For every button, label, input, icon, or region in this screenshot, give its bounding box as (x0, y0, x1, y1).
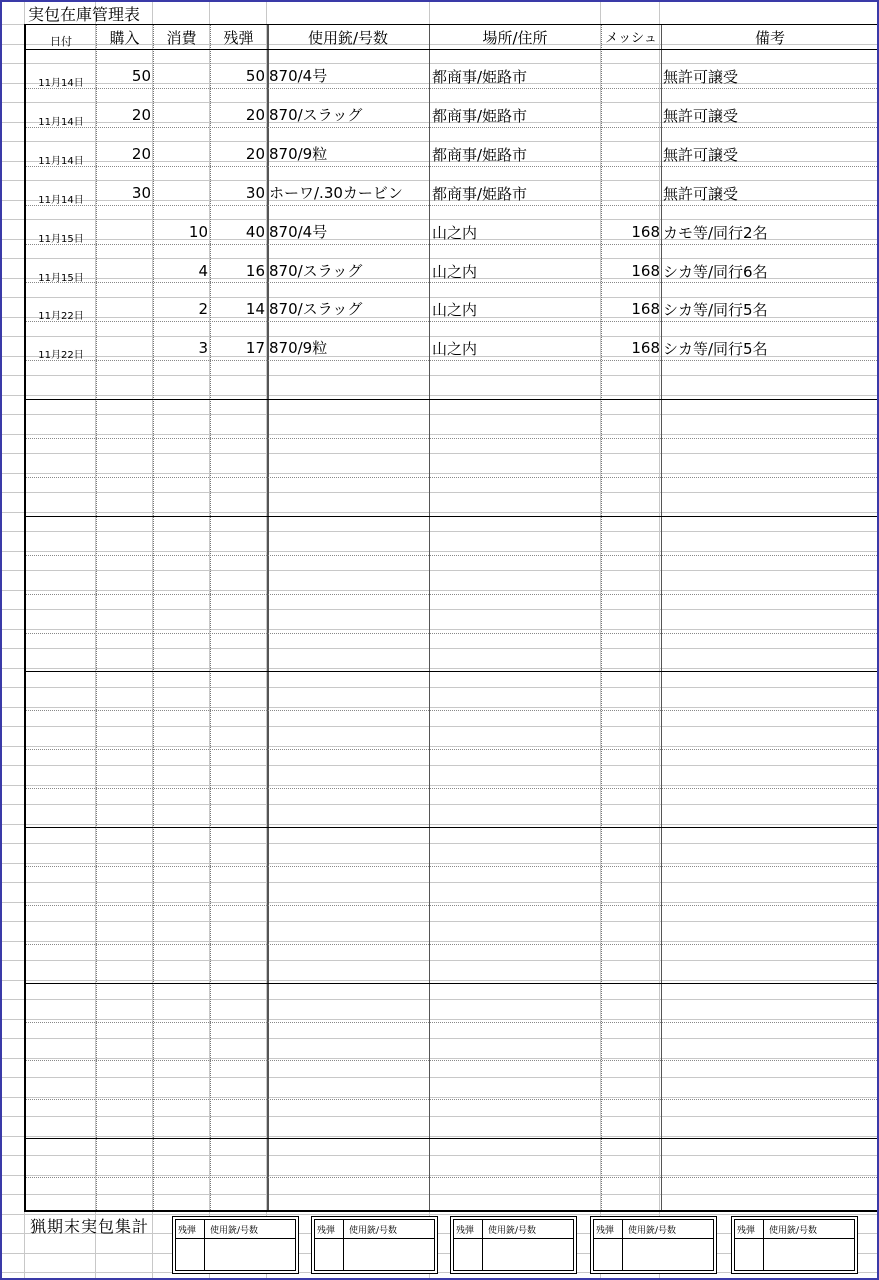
cell-consumption[interactable]: 3 (198, 339, 208, 358)
cell-notes[interactable]: カモ等/同行2名 (663, 223, 768, 242)
row-separator (26, 633, 879, 634)
row-separator (26, 1060, 879, 1061)
cell-place[interactable]: 都商事/姫路市 (432, 145, 528, 164)
cell-place[interactable]: 山之内 (432, 340, 478, 359)
cell-date[interactable]: 11月15日 (38, 272, 84, 284)
row-separator (26, 205, 879, 206)
row-separator (26, 321, 879, 322)
row-separator (26, 1099, 879, 1100)
row-separator (26, 399, 879, 400)
row-separator (26, 282, 879, 283)
summary-box-column-separator (763, 1220, 764, 1270)
cell-consumption[interactable]: 10 (188, 222, 208, 241)
cell-place[interactable]: 山之内 (432, 223, 478, 242)
row-separator (26, 360, 879, 361)
summary-box-column-separator (204, 1220, 205, 1270)
sheet-title: 実包在庫管理表 (28, 5, 141, 24)
cell-remaining[interactable]: 16 (245, 261, 265, 280)
summary-box-row-separator (315, 1238, 434, 1239)
cell-mesh[interactable]: 168 (631, 261, 660, 280)
summary-gun-label: 使用銃/号数 (628, 1226, 677, 1236)
header-purchase: 購入 (109, 29, 140, 47)
cell-remaining[interactable]: 17 (245, 339, 265, 358)
summary-gun-label: 使用銃/号数 (210, 1226, 259, 1236)
column-separator (153, 25, 154, 1210)
cell-date[interactable]: 11月14日 (38, 116, 84, 128)
column-separator (661, 25, 662, 1210)
cell-purchase[interactable]: 50 (131, 67, 151, 85)
cell-place[interactable]: 山之内 (432, 301, 478, 320)
summary-box-column-separator (482, 1220, 483, 1270)
cell-gun[interactable]: 870/4号 (269, 222, 328, 241)
cell-remaining[interactable]: 14 (245, 300, 265, 319)
cell-remaining[interactable]: 40 (245, 222, 265, 241)
header-date: 日付 (50, 35, 72, 48)
header-notes: 備考 (754, 29, 785, 47)
row-separator (26, 827, 879, 828)
cell-date[interactable]: 11月22日 (38, 311, 84, 323)
row-separator (26, 944, 879, 945)
cell-gun[interactable]: 870/9粒 (269, 339, 328, 358)
row-separator (26, 127, 879, 128)
cell-notes[interactable]: シカ等/同行6名 (663, 262, 768, 281)
cell-gun[interactable]: 870/スラッグ (269, 300, 363, 319)
row-separator (26, 905, 879, 906)
header-gun: 使用銃/号数 (307, 29, 389, 47)
cell-notes[interactable]: 無許可譲受 (663, 68, 739, 86)
row-separator (26, 1022, 879, 1023)
header-mesh: メッシュ (605, 31, 657, 46)
summary-remaining-label: 残弾 (456, 1226, 475, 1236)
summary-box-row-separator (735, 1238, 854, 1239)
cell-gun[interactable]: 870/4号 (269, 67, 328, 85)
row-separator (26, 983, 879, 984)
cell-gun[interactable]: 870/9粒 (269, 144, 328, 163)
cell-mesh[interactable]: 168 (631, 222, 660, 241)
summary-box[interactable] (590, 1216, 717, 1274)
summary-box-row-separator (454, 1238, 573, 1239)
row-separator (26, 749, 879, 750)
column-separator (96, 25, 97, 1210)
summary-gun-label: 使用銃/号数 (769, 1226, 818, 1236)
summary-remaining-label: 残弾 (178, 1226, 197, 1236)
cell-consumption[interactable]: 4 (198, 261, 208, 280)
cell-notes[interactable]: シカ等/同行5名 (663, 340, 768, 359)
summary-gun-label: 使用銃/号数 (349, 1226, 398, 1236)
header-remaining: 残弾 (223, 29, 254, 47)
column-separator (267, 25, 269, 1210)
cell-place[interactable]: 都商事/姫路市 (432, 68, 528, 86)
season-end-summary-title: 猟期末実包集計 (30, 1217, 150, 1236)
column-separator (601, 25, 602, 1210)
row-separator (26, 710, 879, 711)
cell-date[interactable]: 11月15日 (38, 233, 84, 245)
row-separator (26, 477, 879, 478)
column-separator (429, 25, 430, 1210)
summary-box-column-separator (622, 1220, 623, 1270)
cell-gun[interactable]: ホーワ/.30カービン (269, 183, 403, 202)
summary-box[interactable] (311, 1216, 438, 1274)
cell-gun[interactable]: 870/スラッグ (269, 261, 363, 280)
row-separator (26, 555, 879, 556)
summary-remaining-label: 残弾 (317, 1226, 336, 1236)
cell-place[interactable]: 山之内 (432, 262, 478, 281)
summary-box-border (453, 1219, 574, 1271)
cell-notes[interactable]: 無許可譲受 (663, 184, 739, 203)
row-separator (26, 788, 879, 789)
summary-box-border (593, 1219, 714, 1271)
row-separator (26, 671, 879, 672)
row-separator (26, 594, 879, 595)
summary-box[interactable] (450, 1216, 577, 1274)
cell-mesh[interactable]: 168 (631, 339, 660, 358)
header-consumption: 消費 (166, 29, 197, 47)
cell-remaining[interactable]: 20 (245, 105, 265, 124)
cell-date[interactable]: 11月14日 (38, 78, 84, 89)
summary-box-row-separator (176, 1238, 295, 1239)
header-place: 場所/住所 (482, 29, 548, 47)
row-separator (26, 1177, 879, 1178)
summary-gun-label: 使用銃/号数 (488, 1226, 537, 1236)
inventory-table (24, 24, 879, 1212)
cell-notes[interactable]: 無許可譲受 (663, 145, 739, 164)
column-separator (210, 25, 211, 1210)
row-separator (26, 438, 879, 439)
cell-date[interactable]: 11月14日 (38, 155, 84, 167)
cell-notes[interactable]: 無許可譲受 (663, 106, 739, 125)
summary-remaining-label: 残弾 (596, 1226, 615, 1236)
summary-box-border (314, 1219, 435, 1271)
row-separator (26, 244, 879, 245)
row-separator (26, 88, 879, 89)
row-separator (26, 866, 879, 867)
summary-remaining-label: 残弾 (737, 1226, 756, 1236)
cell-gun[interactable]: 870/スラッグ (269, 105, 363, 124)
cell-remaining[interactable]: 20 (245, 144, 265, 163)
row-separator (26, 516, 879, 517)
row-separator (26, 166, 879, 167)
cell-purchase[interactable]: 20 (131, 105, 151, 124)
cell-remaining[interactable]: 50 (245, 67, 265, 85)
summary-box[interactable] (172, 1216, 299, 1274)
cell-remaining[interactable]: 30 (245, 183, 265, 202)
cell-consumption[interactable]: 2 (198, 300, 208, 319)
cell-mesh[interactable]: 168 (631, 300, 660, 319)
row-separator (26, 1138, 879, 1139)
summary-box-row-separator (594, 1238, 713, 1239)
summary-box-border (734, 1219, 855, 1271)
cell-date[interactable]: 11月22日 (38, 350, 84, 362)
summary-box-border (175, 1219, 296, 1271)
cell-place[interactable]: 都商事/姫路市 (432, 106, 528, 125)
summary-box-column-separator (343, 1220, 344, 1270)
cell-date[interactable]: 11月14日 (38, 194, 84, 206)
summary-box[interactable] (731, 1216, 858, 1274)
cell-purchase[interactable]: 30 (131, 183, 151, 202)
cell-place[interactable]: 都商事/姫路市 (432, 184, 528, 203)
cell-purchase[interactable]: 20 (131, 144, 151, 163)
cell-notes[interactable]: シカ等/同行5名 (663, 301, 768, 320)
header-separator (26, 49, 879, 50)
